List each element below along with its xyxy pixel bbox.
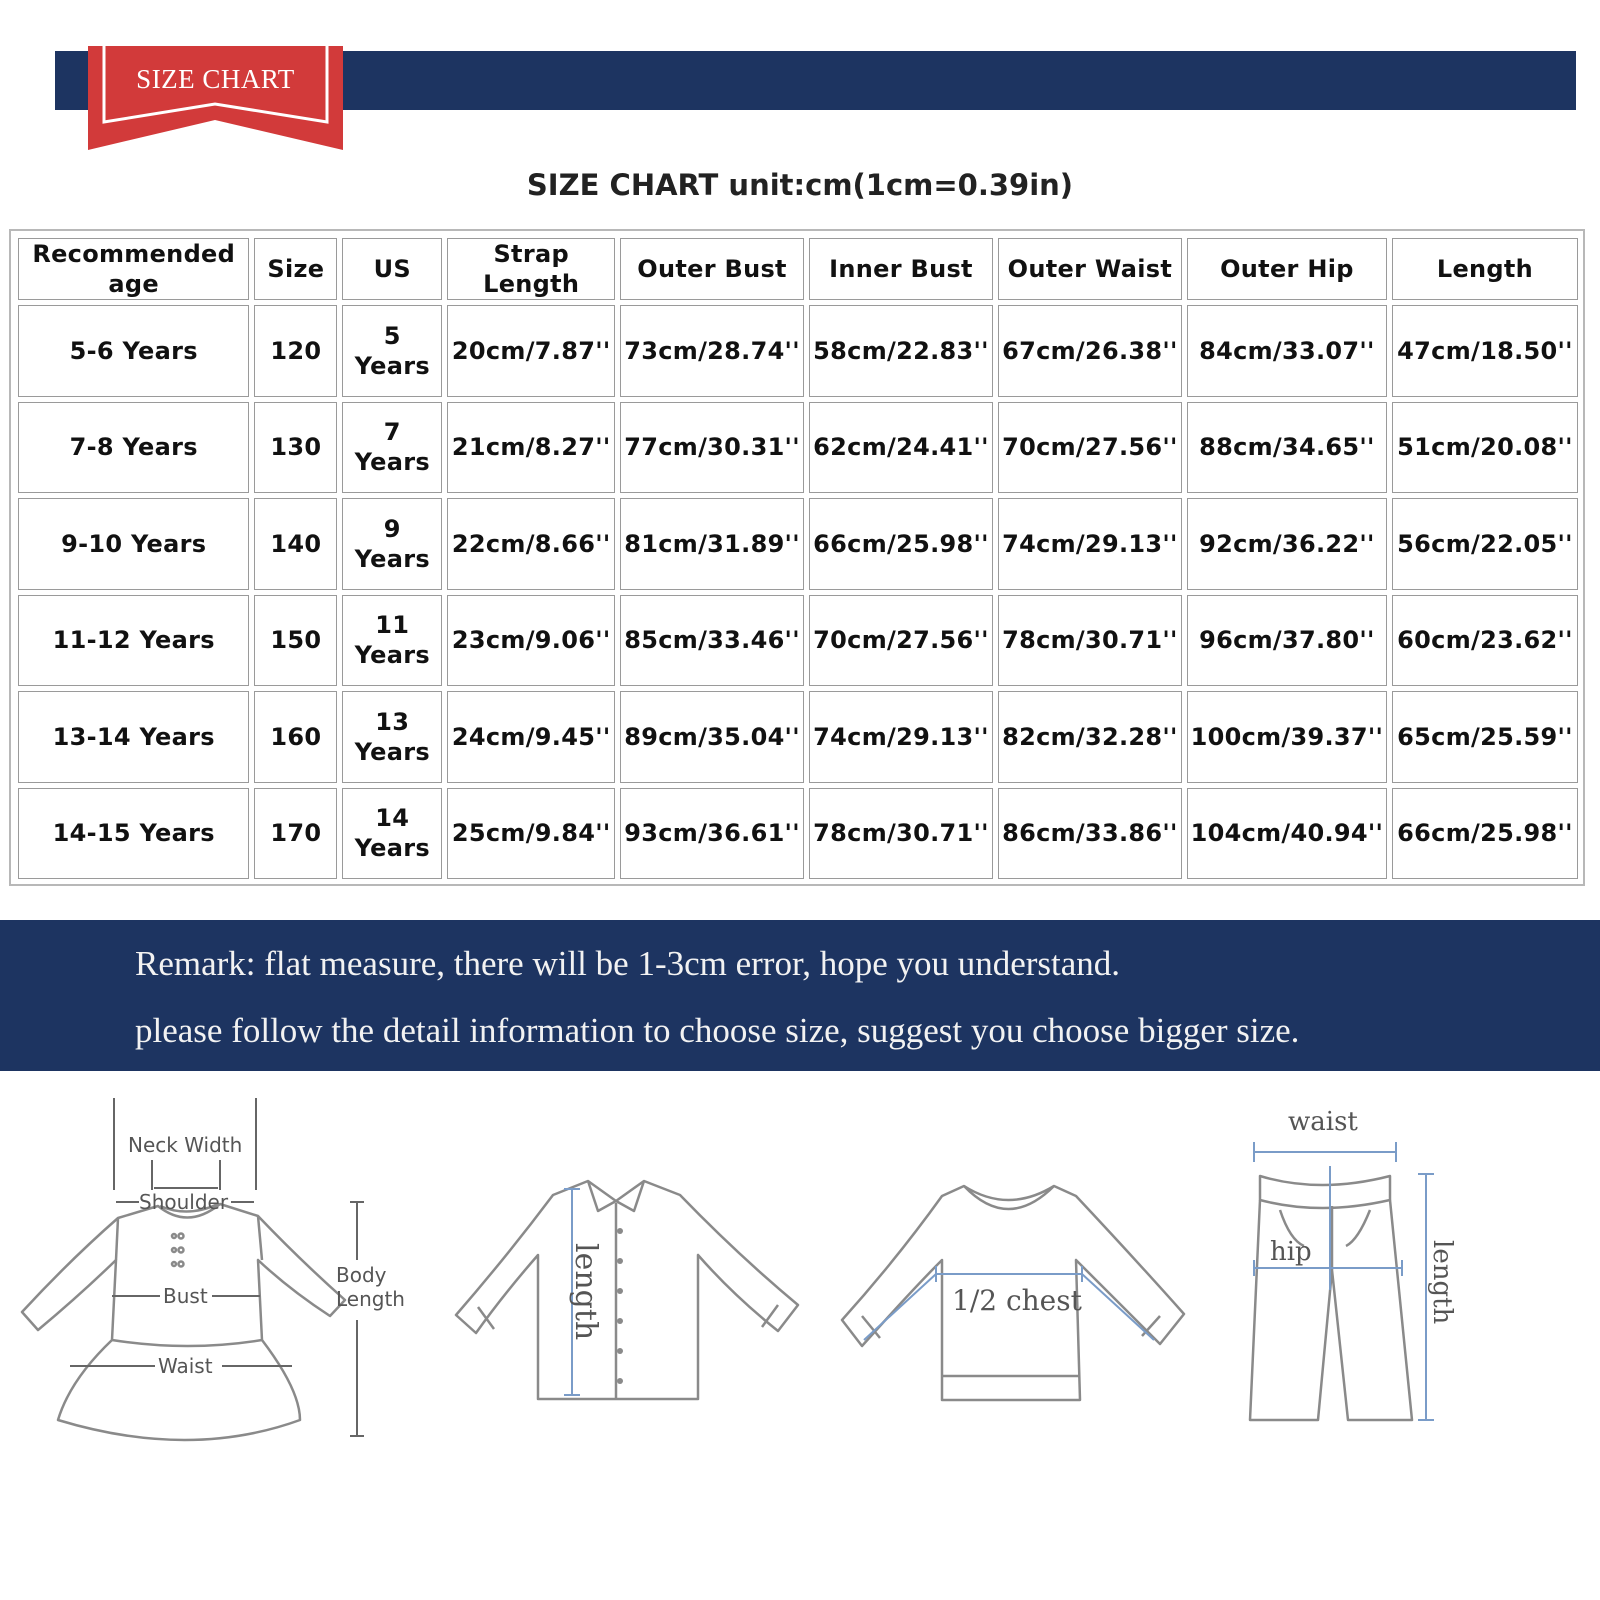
chart-heading: SIZE CHART unit:cm(1cm=0.39in): [526, 168, 1074, 202]
cell-inner-bust: 62cm/24.41'': [809, 402, 993, 494]
dress-diagram: [0, 1090, 430, 1450]
header-length: Length: [1392, 238, 1578, 300]
shirt-illustration: [448, 1175, 808, 1415]
table-row: [18, 305, 1578, 397]
cell-outer-waist: 74cm/29.13'': [998, 498, 1182, 590]
cell-strap-length: 24cm/9.45'': [447, 691, 615, 783]
body-label: Body: [336, 1263, 387, 1287]
cell-size: 130: [254, 402, 337, 494]
cell-outer-hip: 92cm/36.22'': [1187, 498, 1387, 590]
cell-outer-waist: 82cm/32.28'': [998, 691, 1182, 783]
table-row: [18, 498, 1578, 590]
chest-label: 1/2 chest: [952, 1284, 1082, 1317]
cell-size: 160: [254, 691, 337, 783]
sweater-illustration: [836, 1180, 1196, 1420]
cell-outer-hip: 84cm/33.07'': [1187, 305, 1387, 397]
cell-age: 7-8 Years: [18, 402, 249, 494]
size-chart-ribbon: [88, 46, 343, 150]
header-outer-bust: Outer Bust: [620, 238, 804, 300]
header-inner-bust: Inner Bust: [809, 238, 993, 300]
dress-illustration: [0, 1090, 430, 1450]
table-row: [18, 402, 1578, 494]
pants-length-label: length: [1427, 1240, 1457, 1325]
cell-age: 13-14 Years: [18, 691, 249, 783]
header-recommended-age: Recommended age: [18, 238, 249, 300]
cell-us: 7 Years: [342, 402, 442, 494]
shirt-diagram: [448, 1175, 808, 1415]
sweater-diagram: [836, 1180, 1196, 1420]
shoulder-label: Shoulder: [139, 1190, 229, 1214]
cell-outer-bust: 85cm/33.46'': [620, 595, 804, 687]
cell-outer-bust: 77cm/30.31'': [620, 402, 804, 494]
cell-inner-bust: 74cm/29.13'': [809, 691, 993, 783]
pants-diagram: [1250, 1107, 1490, 1430]
cell-outer-bust: 89cm/35.04'': [620, 691, 804, 783]
cell-outer-waist: 86cm/33.86'': [998, 788, 1182, 880]
header-us: US: [342, 238, 442, 300]
header-outer-waist: Outer Waist: [998, 238, 1182, 300]
header-strap-length: Strap Length: [447, 238, 615, 300]
cell-inner-bust: 66cm/25.98'': [809, 498, 993, 590]
cell-outer-bust: 81cm/31.89'': [620, 498, 804, 590]
cell-outer-hip: 104cm/40.94'': [1187, 788, 1387, 880]
pants-hip-label: hip: [1270, 1237, 1312, 1267]
cell-us: 14 Years: [342, 788, 442, 880]
cell-us: 11 Years: [342, 595, 442, 687]
waist-label: Waist: [158, 1354, 213, 1378]
shirt-length-label: length: [568, 1243, 603, 1341]
cell-size: 120: [254, 305, 337, 397]
cell-length: 66cm/25.98'': [1392, 788, 1578, 880]
cell-strap-length: 25cm/9.84'': [447, 788, 615, 880]
cell-strap-length: 20cm/7.87'': [447, 305, 615, 397]
cell-size: 150: [254, 595, 337, 687]
cell-inner-bust: 58cm/22.83'': [809, 305, 993, 397]
table-header-row: [18, 238, 1578, 300]
remark-line-1: Remark: flat measure, there will be 1-3cm error, hope you understand.: [135, 944, 1121, 983]
cell-outer-hip: 100cm/39.37'': [1187, 691, 1387, 783]
cell-size: 140: [254, 498, 337, 590]
remark-line-2: please follow the detail information to choose size, suggest you choose bigger size.: [135, 1011, 1300, 1050]
size-table: [13, 233, 1583, 884]
size-table-frame: [9, 229, 1585, 886]
cell-us: 5 Years: [342, 305, 442, 397]
bust-label: Bust: [163, 1284, 208, 1308]
cell-strap-length: 22cm/8.66'': [447, 498, 615, 590]
body-length-label: Length: [336, 1287, 405, 1311]
cell-age: 11-12 Years: [18, 595, 249, 687]
header-outer-hip: Outer Hip: [1187, 238, 1387, 300]
cell-age: 9-10 Years: [18, 498, 249, 590]
cell-length: 56cm/22.05'': [1392, 498, 1578, 590]
cell-outer-waist: 78cm/30.71'': [998, 595, 1182, 687]
cell-outer-waist: 67cm/26.38'': [998, 305, 1182, 397]
ribbon-shape: [88, 46, 343, 150]
header-size: Size: [254, 238, 337, 300]
cell-outer-hip: 88cm/34.65'': [1187, 402, 1387, 494]
cell-outer-waist: 70cm/27.56'': [998, 402, 1182, 494]
table-row: [18, 595, 1578, 687]
cell-length: 60cm/23.62'': [1392, 595, 1578, 687]
table-row: [18, 788, 1578, 880]
cell-strap-length: 23cm/9.06'': [447, 595, 615, 687]
cell-outer-bust: 93cm/36.61'': [620, 788, 804, 880]
pants-waist-label: waist: [1288, 1107, 1358, 1137]
cell-strap-length: 21cm/8.27'': [447, 402, 615, 494]
ribbon-label: SIZE CHART: [136, 64, 295, 94]
pants-illustration: [1250, 1107, 1490, 1430]
cell-length: 51cm/20.08'': [1392, 402, 1578, 494]
cell-outer-bust: 73cm/28.74'': [620, 305, 804, 397]
neck-width-label: Neck Width: [128, 1133, 243, 1157]
cell-length: 47cm/18.50'': [1392, 305, 1578, 397]
cell-size: 170: [254, 788, 337, 880]
cell-inner-bust: 70cm/27.56'': [809, 595, 993, 687]
cell-us: 13 Years: [342, 691, 442, 783]
cell-us: 9 Years: [342, 498, 442, 590]
table-row: [18, 691, 1578, 783]
cell-age: 5-6 Years: [18, 305, 249, 397]
cell-length: 65cm/25.59'': [1392, 691, 1578, 783]
cell-inner-bust: 78cm/30.71'': [809, 788, 993, 880]
cell-age: 14-15 Years: [18, 788, 249, 880]
cell-outer-hip: 96cm/37.80'': [1187, 595, 1387, 687]
